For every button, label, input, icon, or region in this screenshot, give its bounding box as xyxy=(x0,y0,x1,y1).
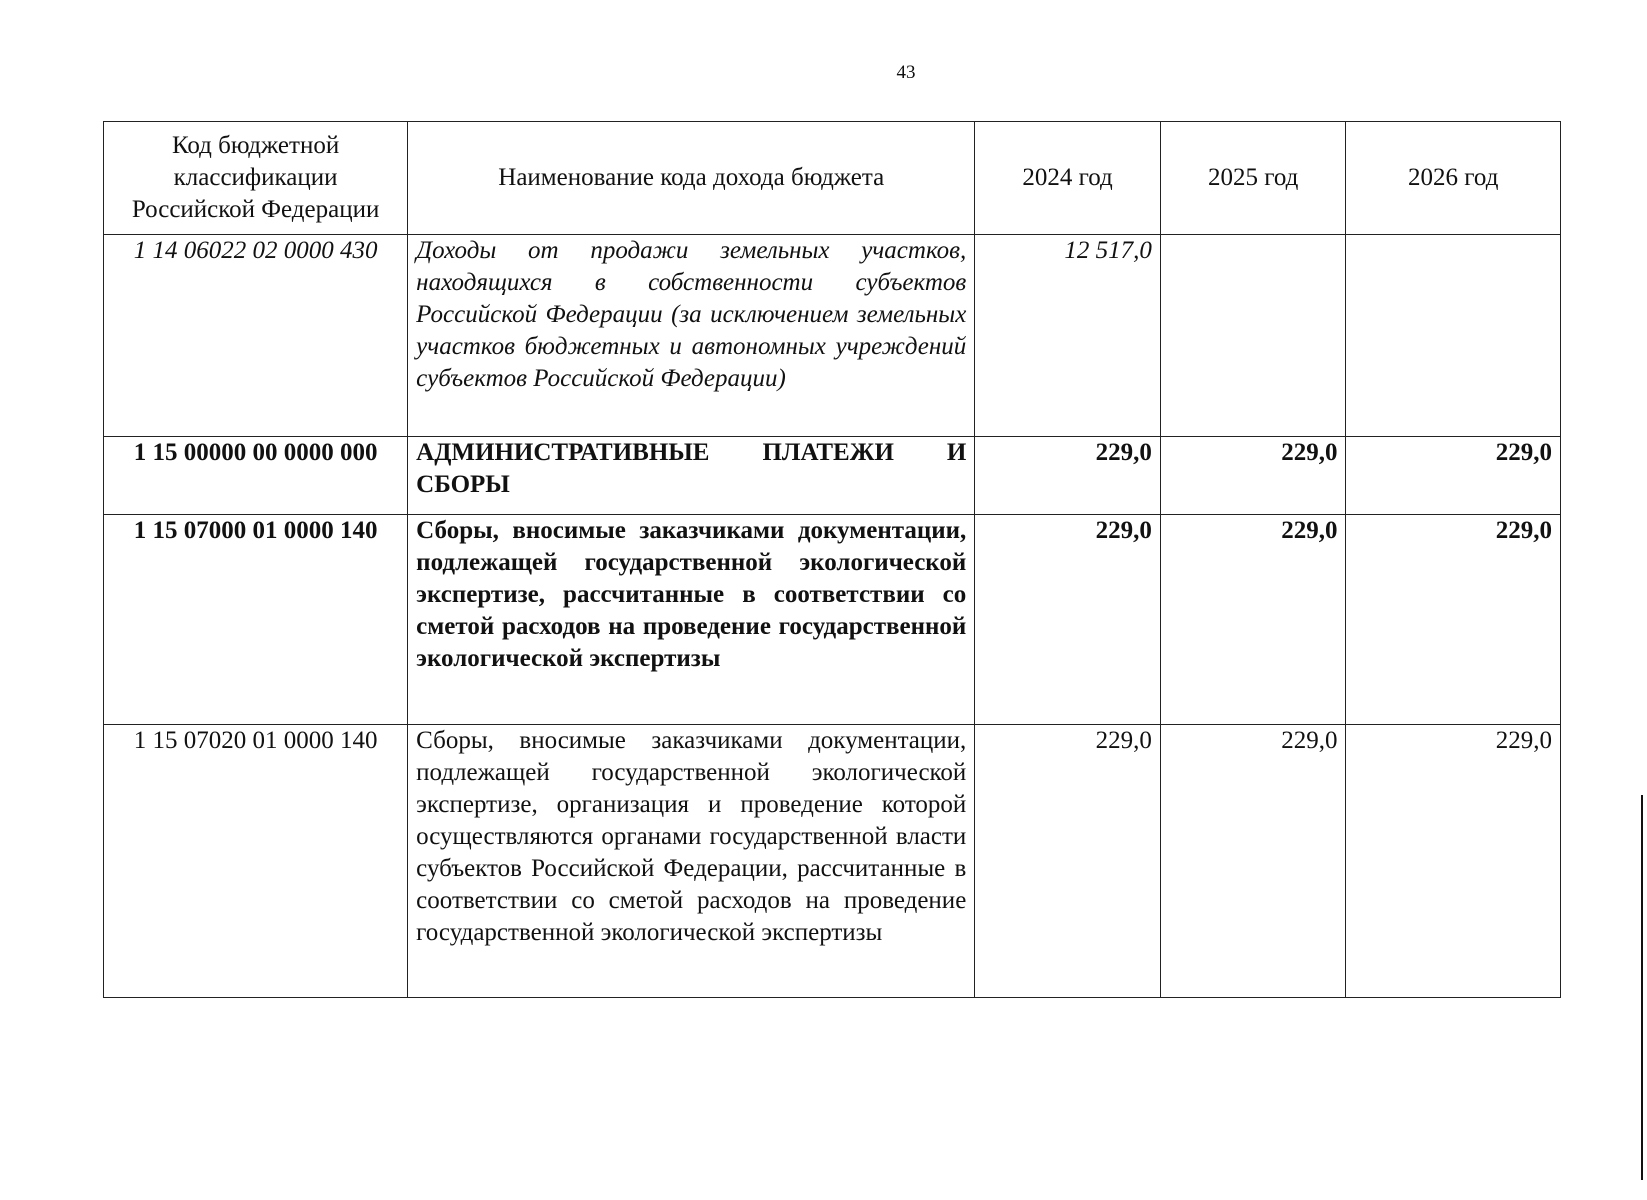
row-name: Сборы, вносимые заказчиками документации, подлежащей государственной экологической экспертизе, организация и проведение которой осуществляются органами государственной власти субъектов Российской Федерации, рассчитанные в соответствии со сметой расходов на проведение государственной экологической экспертизы xyxy=(408,725,975,998)
row-code: 1 14 06022 02 0000 430 xyxy=(104,235,408,437)
table-row xyxy=(104,725,1561,998)
row-value-2024: 12 517,0 xyxy=(975,235,1161,437)
row-code: 1 15 07000 01 0000 140 xyxy=(104,515,408,725)
page-number: 43 xyxy=(896,62,916,83)
table-header-row xyxy=(104,122,1561,235)
row-value-2025: 229,0 xyxy=(1160,725,1346,998)
row-code: 1 15 07020 01 0000 140 xyxy=(104,725,408,998)
row-name: Доходы от продажи земельных участков, находящихся в собственности субъектов Российской Федерации (за исключением земельных участков бюджетных и автономных учреждений субъектов Российской Федерации) xyxy=(408,235,975,437)
row-value-2025 xyxy=(1160,235,1346,437)
header-2025: 2025 год xyxy=(1160,122,1346,235)
row-value-2024: 229,0 xyxy=(975,437,1161,515)
row-value-2026 xyxy=(1346,235,1561,437)
row-value-2026: 229,0 xyxy=(1346,515,1561,725)
row-value-2024: 229,0 xyxy=(975,725,1161,998)
row-value-2026: 229,0 xyxy=(1346,437,1561,515)
scan-edge-line xyxy=(1641,795,1643,1180)
table-row xyxy=(104,235,1561,437)
row-value-2024: 229,0 xyxy=(975,515,1161,725)
header-2024: 2024 год xyxy=(975,122,1161,235)
row-value-2025: 229,0 xyxy=(1160,515,1346,725)
row-code: 1 15 00000 00 0000 000 xyxy=(104,437,408,515)
header-name: Наименование кода дохода бюджета xyxy=(408,122,975,235)
row-value-2025: 229,0 xyxy=(1160,437,1346,515)
row-name: АДМИНИСТРАТИВНЫЕ ПЛАТЕЖИ И СБОРЫ xyxy=(408,437,975,515)
table-row xyxy=(104,515,1561,725)
header-2026: 2026 год xyxy=(1346,122,1561,235)
header-code: Код бюджетной классификации Российской Федерации xyxy=(104,122,408,235)
row-value-2026: 229,0 xyxy=(1346,725,1561,998)
budget-income-table xyxy=(103,121,1561,998)
table-row xyxy=(104,437,1561,515)
row-name: Сборы, вносимые заказчиками документации, подлежащей государственной экологической экспертизе, рассчитанные в соответствии со сметой расходов на проведение государственной экологической экспертизы xyxy=(408,515,975,725)
